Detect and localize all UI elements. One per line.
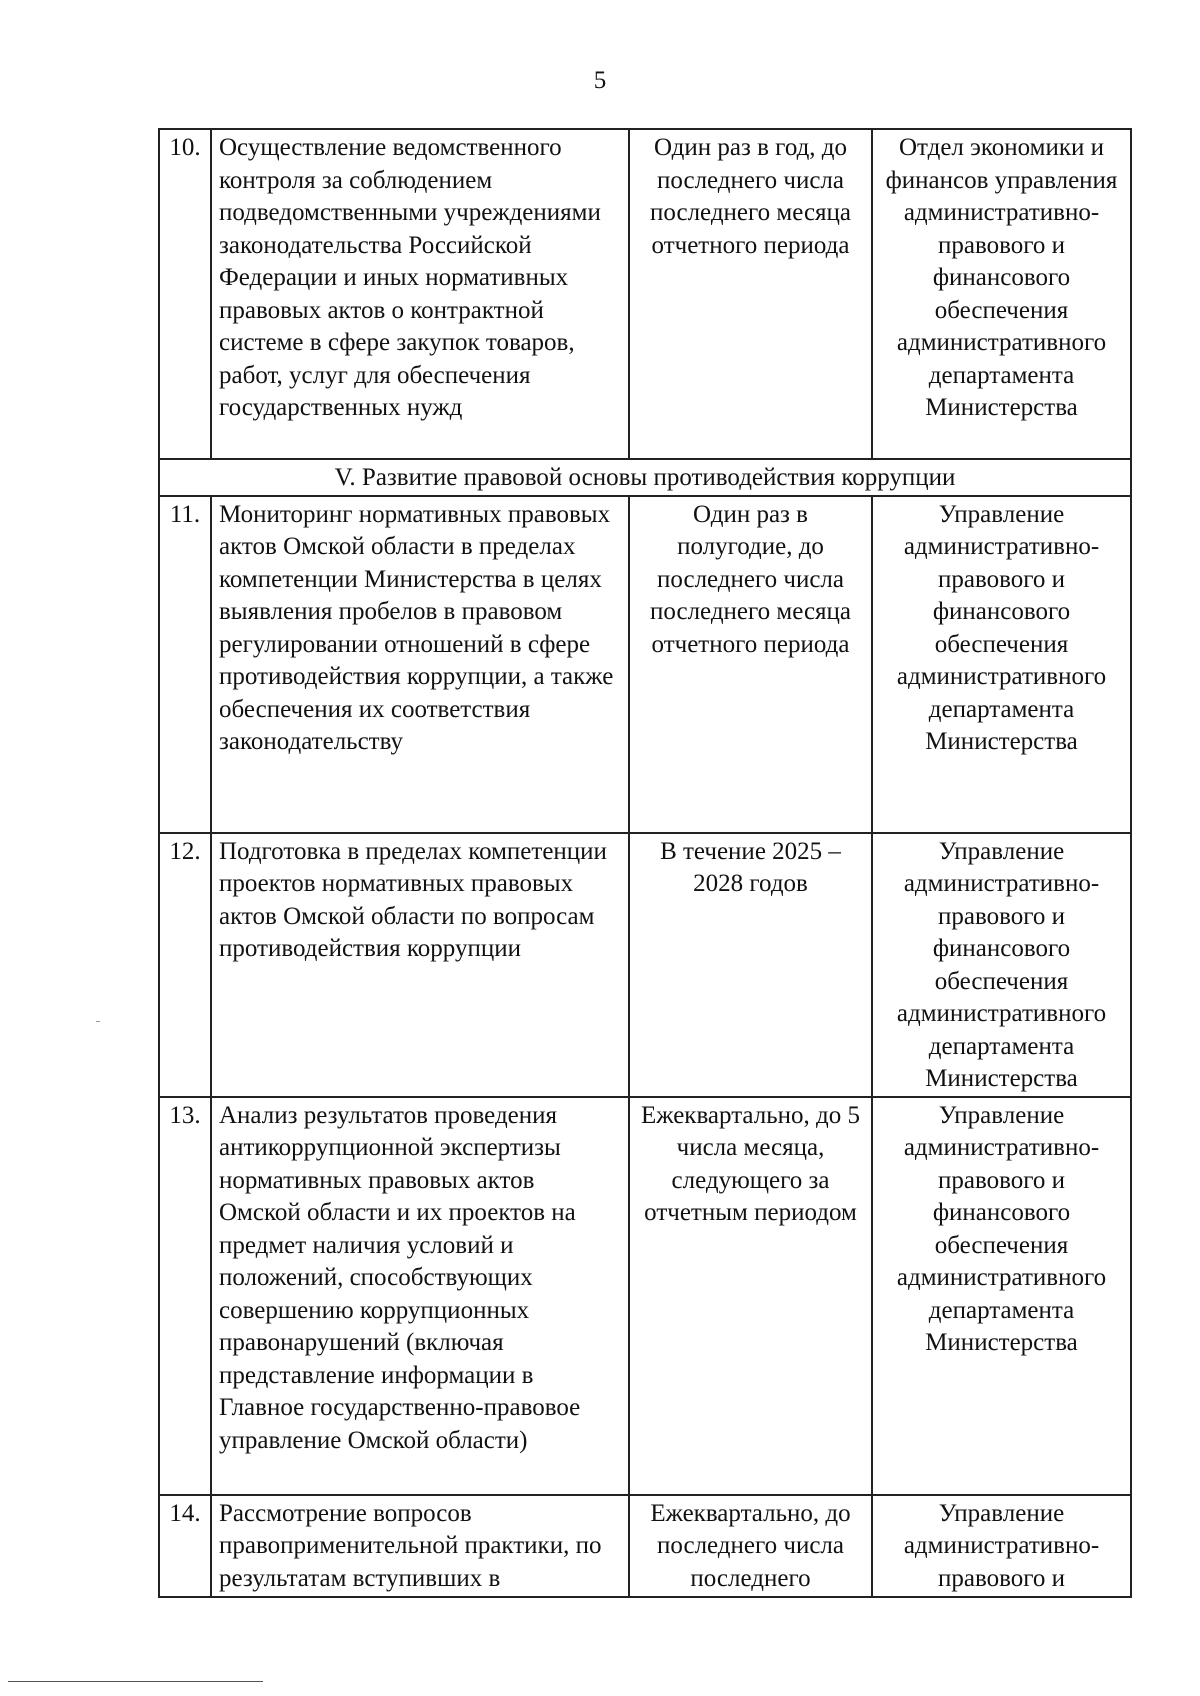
margin-mark — [96, 1021, 100, 1022]
row-number: 10. — [159, 129, 211, 459]
deadline-cell: Один раз в полугодие, до последнего числа последнего месяца отчетного периода — [629, 496, 872, 833]
responsible-cell: Управление административно-правового и — [872, 1495, 1131, 1597]
table-row-14 — [159, 1495, 1131, 1597]
table-row-11 — [159, 496, 1131, 833]
responsible-cell: Управление административно-правового и финансового обеспечения административного департамента Министерства — [872, 1097, 1131, 1495]
responsible-cell: Управление административно-правового и финансового обеспечения административного департамента Министерства — [872, 833, 1131, 1097]
deadline-cell: Ежеквартально, до последнего числа последнего — [629, 1495, 872, 1597]
footnote-separator-line — [8, 1681, 263, 1682]
responsible-cell: Управление административно-правового и финансового обеспечения административного департамента Министерства — [872, 496, 1131, 833]
action-cell: Мониторинг нормативных правовых актов Омской области в пределах компетенции Министерства в целях выявления пробелов в правовом регулировании отношений в сфере противодействия коррупции, а также обеспечения их соответствия законодательству — [211, 496, 629, 833]
table-row-12 — [159, 833, 1131, 1097]
measures-table — [158, 128, 1132, 1598]
deadline-cell: Ежеквартально, до 5 числа месяца, следующего за отчетным периодом — [629, 1097, 872, 1495]
section-title: V. Развитие правовой основы противодействия коррупции — [159, 459, 1131, 496]
deadline-cell: Один раз в год, до последнего числа последнего месяца отчетного периода — [629, 129, 872, 459]
page-number: 5 — [593, 67, 607, 94]
row-number: 11. — [159, 496, 211, 833]
responsible-cell: Отдел экономики и финансов управления административно-правового и финансового обеспечения административного департамента Министерства — [872, 129, 1131, 459]
row-number: 13. — [159, 1097, 211, 1495]
action-cell: Рассмотрение вопросов правоприменительной практики, по результатам вступивших в — [211, 1495, 629, 1597]
table-row-13 — [159, 1097, 1131, 1495]
table-row-10 — [159, 129, 1131, 459]
deadline-cell: В течение 2025 – 2028 годов — [629, 833, 872, 1097]
row-number: 14. — [159, 1495, 211, 1597]
action-cell: Анализ результатов проведения антикоррупционной экспертизы нормативных правовых актов Омской области и их проектов на предмет наличия условий и положений, способствующих совершению коррупционных правонарушений (включая представление информации в Главное государственно-правовое управление Омской области) — [211, 1097, 629, 1495]
row-number: 12. — [159, 833, 211, 1097]
section-row — [159, 459, 1131, 496]
action-cell: Подготовка в пределах компетенции проектов нормативных правовых актов Омской области по вопросам противодействия коррупции — [211, 833, 629, 1097]
action-cell: Осуществление ведомственного контроля за соблюдением подведомственными учреждениями законодательства Российской Федерации и иных нормативных правовых актов о контрактной системе в сфере закупок товаров, работ, услуг для обеспечения государственных нужд — [211, 129, 629, 459]
